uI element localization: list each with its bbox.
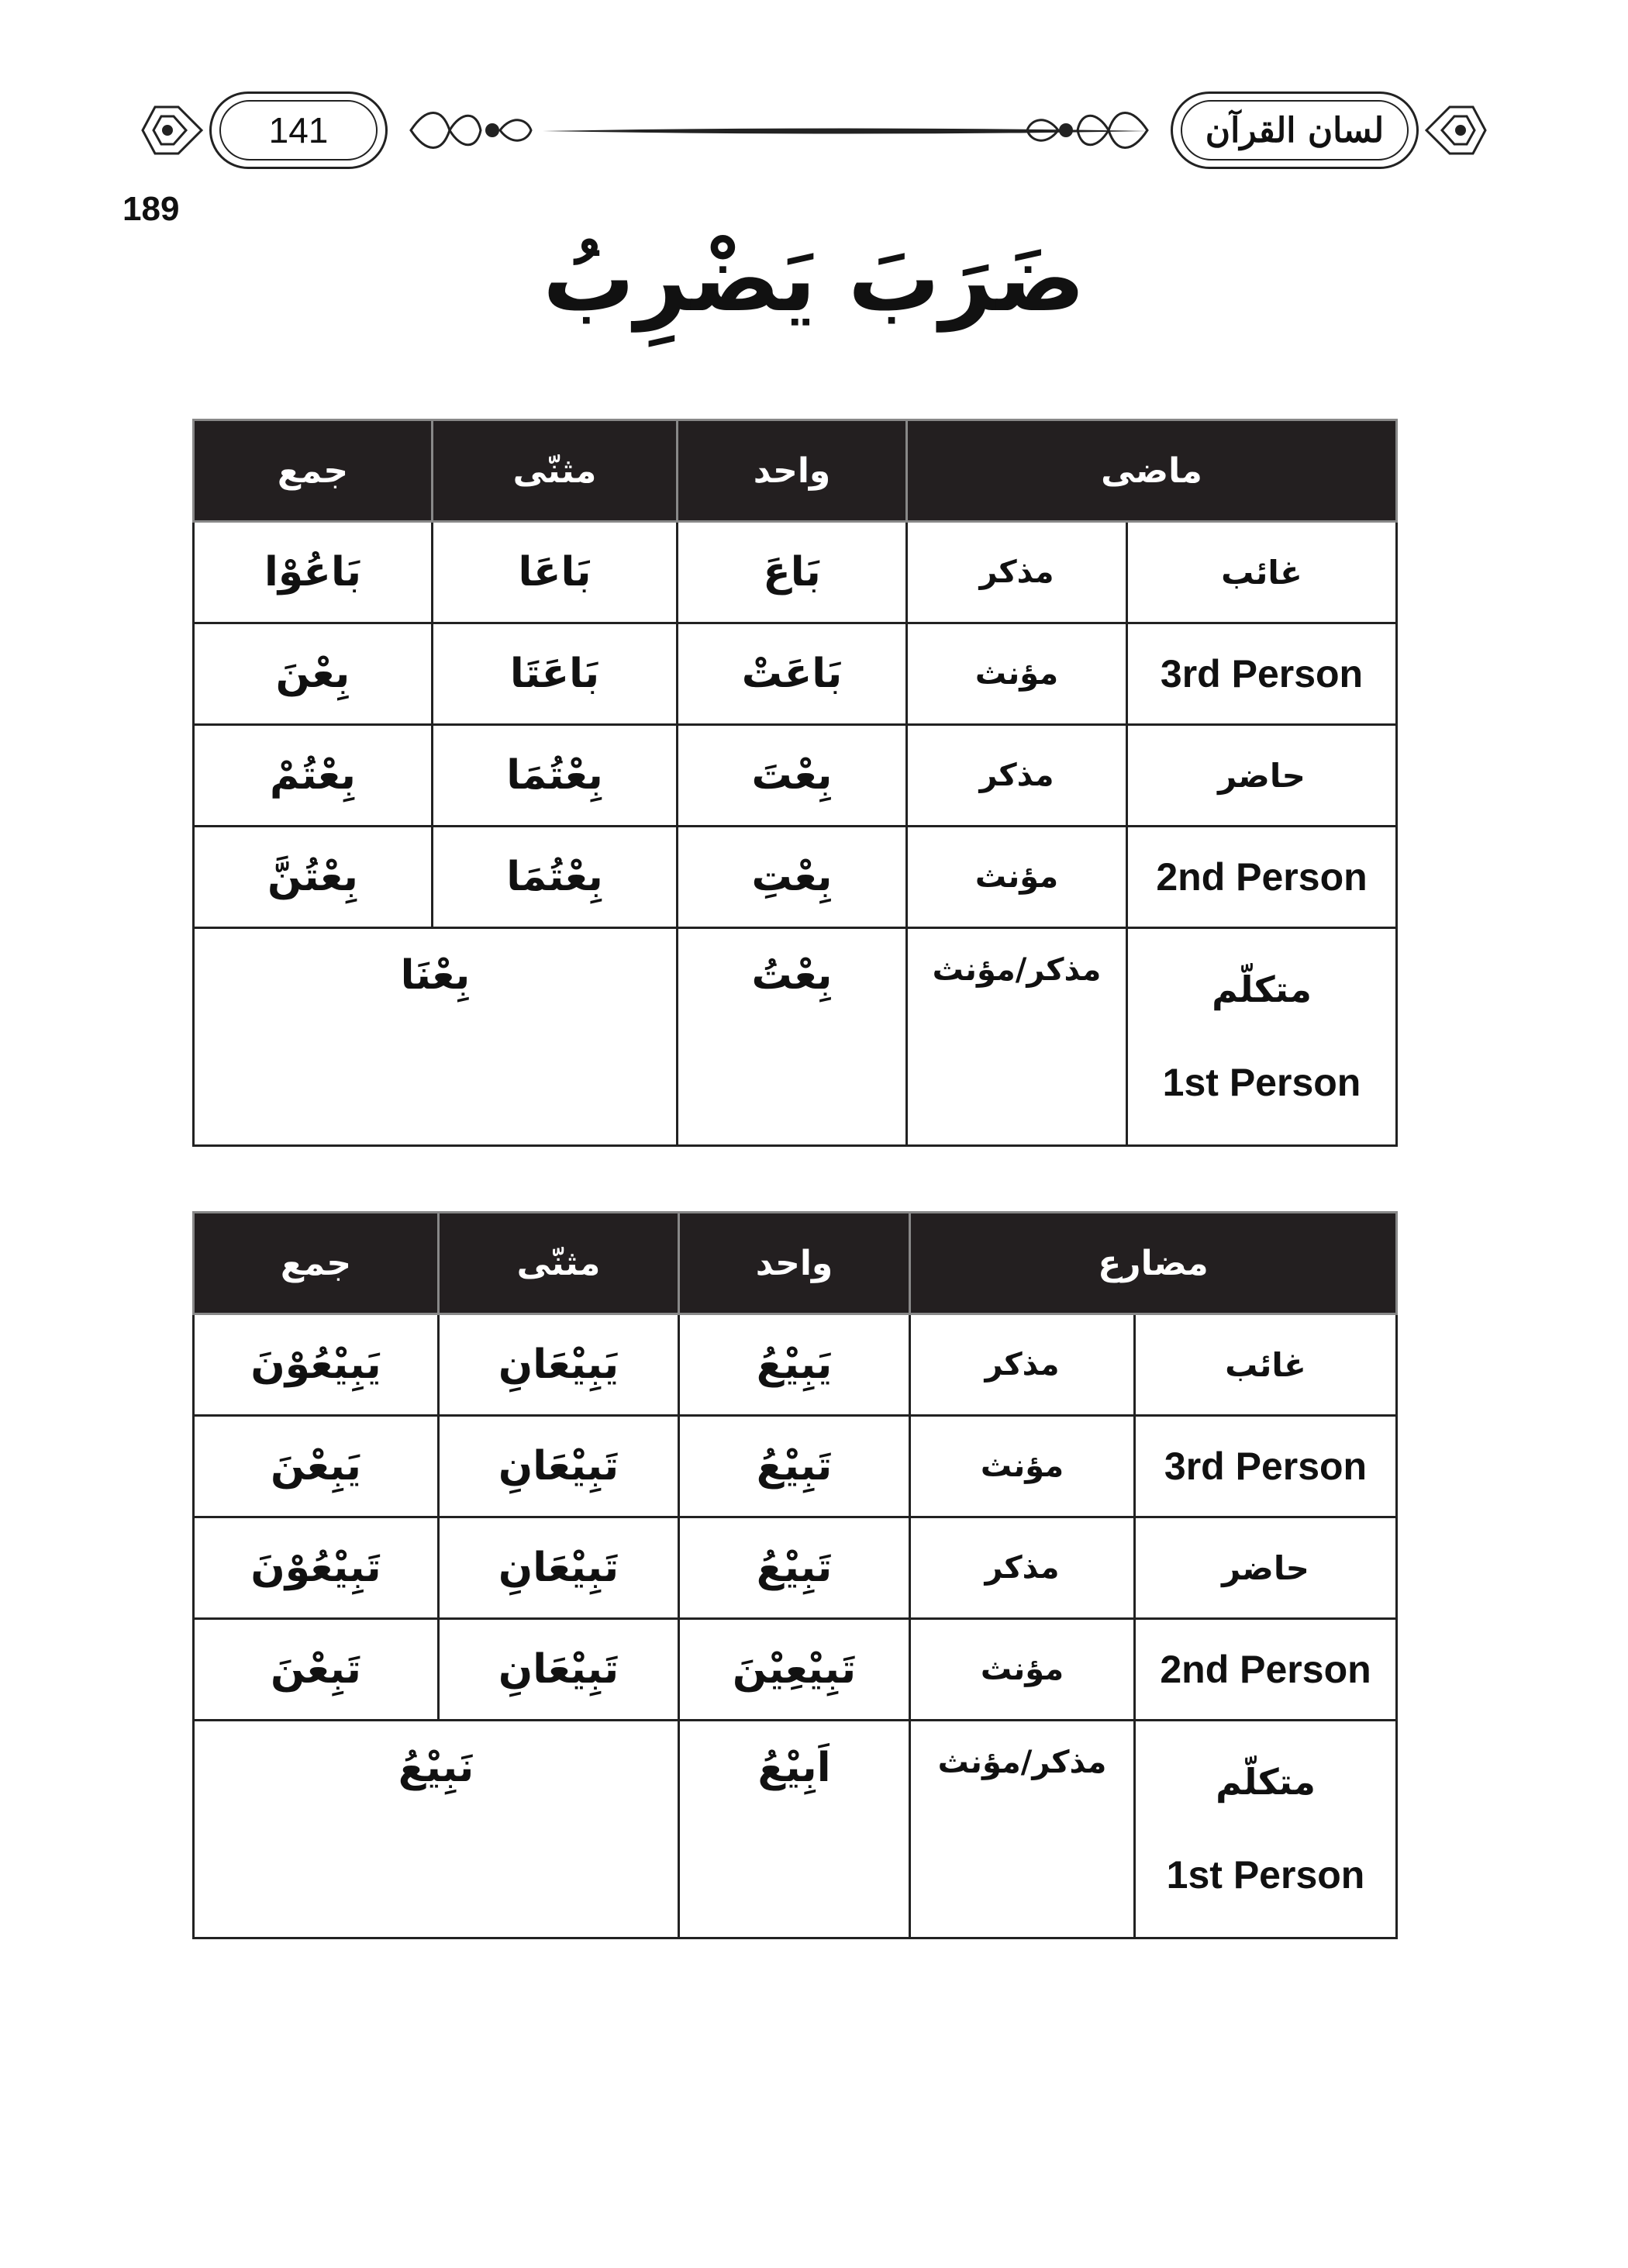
gender-cell: مذکر/مؤنث	[907, 928, 1127, 1146]
gender-cell: مؤنث	[907, 623, 1127, 725]
right-floral-ornament-icon	[1023, 99, 1155, 161]
person-cell	[1127, 623, 1397, 725]
gender-cell: مذکر	[907, 725, 1127, 827]
plural-cell: بِعْنَ	[194, 623, 433, 725]
person-cell	[1135, 1416, 1397, 1517]
singular-cell: بِعْتِ	[678, 827, 907, 928]
gender-cell: مذکر	[907, 522, 1127, 623]
dual-cell: بَاعَتَا	[433, 623, 678, 725]
table-header-row	[194, 420, 1397, 522]
column-header-singular: واحد	[678, 420, 907, 522]
table-header-row	[194, 1213, 1397, 1314]
person-label-ar: متکلّم	[1212, 968, 1312, 1010]
table-row	[194, 623, 1397, 725]
person-cell	[1127, 827, 1397, 928]
page-header	[140, 91, 1488, 177]
person-label-en: 2nd Person	[1156, 855, 1368, 899]
gender-cell: مؤنث	[910, 1619, 1135, 1721]
plural-cell: يَبِيْعُوْنَ	[194, 1314, 439, 1416]
table-row	[194, 725, 1397, 827]
person-label-en: 3rd Person	[1164, 1445, 1368, 1488]
person-label-en: 2nd Person	[1160, 1648, 1371, 1691]
plural-cell: نَبِيْعُ	[194, 1721, 679, 1938]
first-person-row	[194, 1721, 1397, 1938]
singular-cell: بِعْتَ	[678, 725, 907, 827]
dual-cell: بِعْتُمَا	[433, 827, 678, 928]
page-number-cartouche	[209, 91, 388, 169]
singular-cell: يَبِيْعُ	[679, 1314, 910, 1416]
singular-cell: تَبِيْعُ	[679, 1416, 910, 1517]
book-title: لسان القرآن	[1205, 110, 1385, 150]
person-label-ar: متکلّم	[1216, 1761, 1316, 1803]
person-label-en: 3rd Person	[1160, 652, 1364, 696]
left-end-flourish-icon	[140, 98, 205, 163]
plural-cell: بَاعُوْا	[194, 522, 433, 623]
first-person-row	[194, 928, 1397, 1146]
plural-cell: بِعْتُمْ	[194, 725, 433, 827]
past-tense-table	[192, 419, 1398, 1147]
plural-cell: تَبِعْنَ	[194, 1619, 439, 1721]
tense-header: مضارع	[910, 1213, 1397, 1314]
page-number: 141	[268, 110, 329, 150]
column-header-singular: واحد	[679, 1213, 910, 1314]
singular-cell: بِعْتُ	[678, 928, 907, 1146]
singular-cell: بَاعَ	[678, 522, 907, 623]
person-cell	[1135, 1721, 1397, 1938]
column-header-dual: مثنّی	[439, 1213, 679, 1314]
present-tense-table	[192, 1211, 1398, 1939]
plural-cell: بِعْنَا	[194, 928, 678, 1146]
page-heading: ضَرَبَ يَضْرِبُ	[543, 225, 1085, 332]
singular-cell: اَبِيْعُ	[679, 1721, 910, 1938]
gender-cell: مذکر/مؤنث	[910, 1721, 1135, 1938]
column-header-plural: جمع	[194, 420, 433, 522]
plural-cell: يَبِعْنَ	[194, 1416, 439, 1517]
left-floral-ornament-icon	[403, 99, 535, 161]
tense-header: ماضی	[907, 420, 1397, 522]
table-row	[194, 827, 1397, 928]
gender-cell: مذکر	[910, 1517, 1135, 1619]
right-end-flourish-icon	[1423, 98, 1488, 163]
person-cell: غائب	[1135, 1314, 1397, 1416]
singular-cell: تَبِيْعُ	[679, 1517, 910, 1619]
dual-cell: تَبِيْعَانِ	[439, 1416, 679, 1517]
person-cell: حاضر	[1127, 725, 1397, 827]
column-header-dual: مثنّی	[433, 420, 678, 522]
singular-cell: بَاعَتْ	[678, 623, 907, 725]
table-row	[194, 1314, 1397, 1416]
person-cell: غائب	[1127, 522, 1397, 623]
table-row	[194, 1619, 1397, 1721]
singular-cell: تَبِيْعِيْنَ	[679, 1619, 910, 1721]
plural-cell: بِعْتُنَّ	[194, 827, 433, 928]
person-cell	[1127, 928, 1397, 1146]
table-row	[194, 522, 1397, 623]
table-row	[194, 1416, 1397, 1517]
gender-cell: مذکر	[910, 1314, 1135, 1416]
person-label-en: 1st Person	[1162, 1061, 1361, 1104]
person-cell: حاضر	[1135, 1517, 1397, 1619]
table-row	[194, 1517, 1397, 1619]
dual-cell: يَبِيْعَانِ	[439, 1314, 679, 1416]
dual-cell: بِعْتُمَا	[433, 725, 678, 827]
person-label-en: 1st Person	[1166, 1853, 1365, 1897]
book-title-cartouche	[1171, 91, 1419, 169]
dual-cell: تَبِيْعَانِ	[439, 1517, 679, 1619]
plural-cell: تَبِيْعُوْنَ	[194, 1517, 439, 1619]
column-header-plural: جمع	[194, 1213, 439, 1314]
gender-cell: مؤنث	[907, 827, 1127, 928]
dual-cell: بَاعَا	[433, 522, 678, 623]
person-cell	[1135, 1619, 1397, 1721]
dual-cell: تَبِيْعَانِ	[439, 1619, 679, 1721]
reference-number: 189	[122, 190, 180, 228]
gender-cell: مؤنث	[910, 1416, 1135, 1517]
